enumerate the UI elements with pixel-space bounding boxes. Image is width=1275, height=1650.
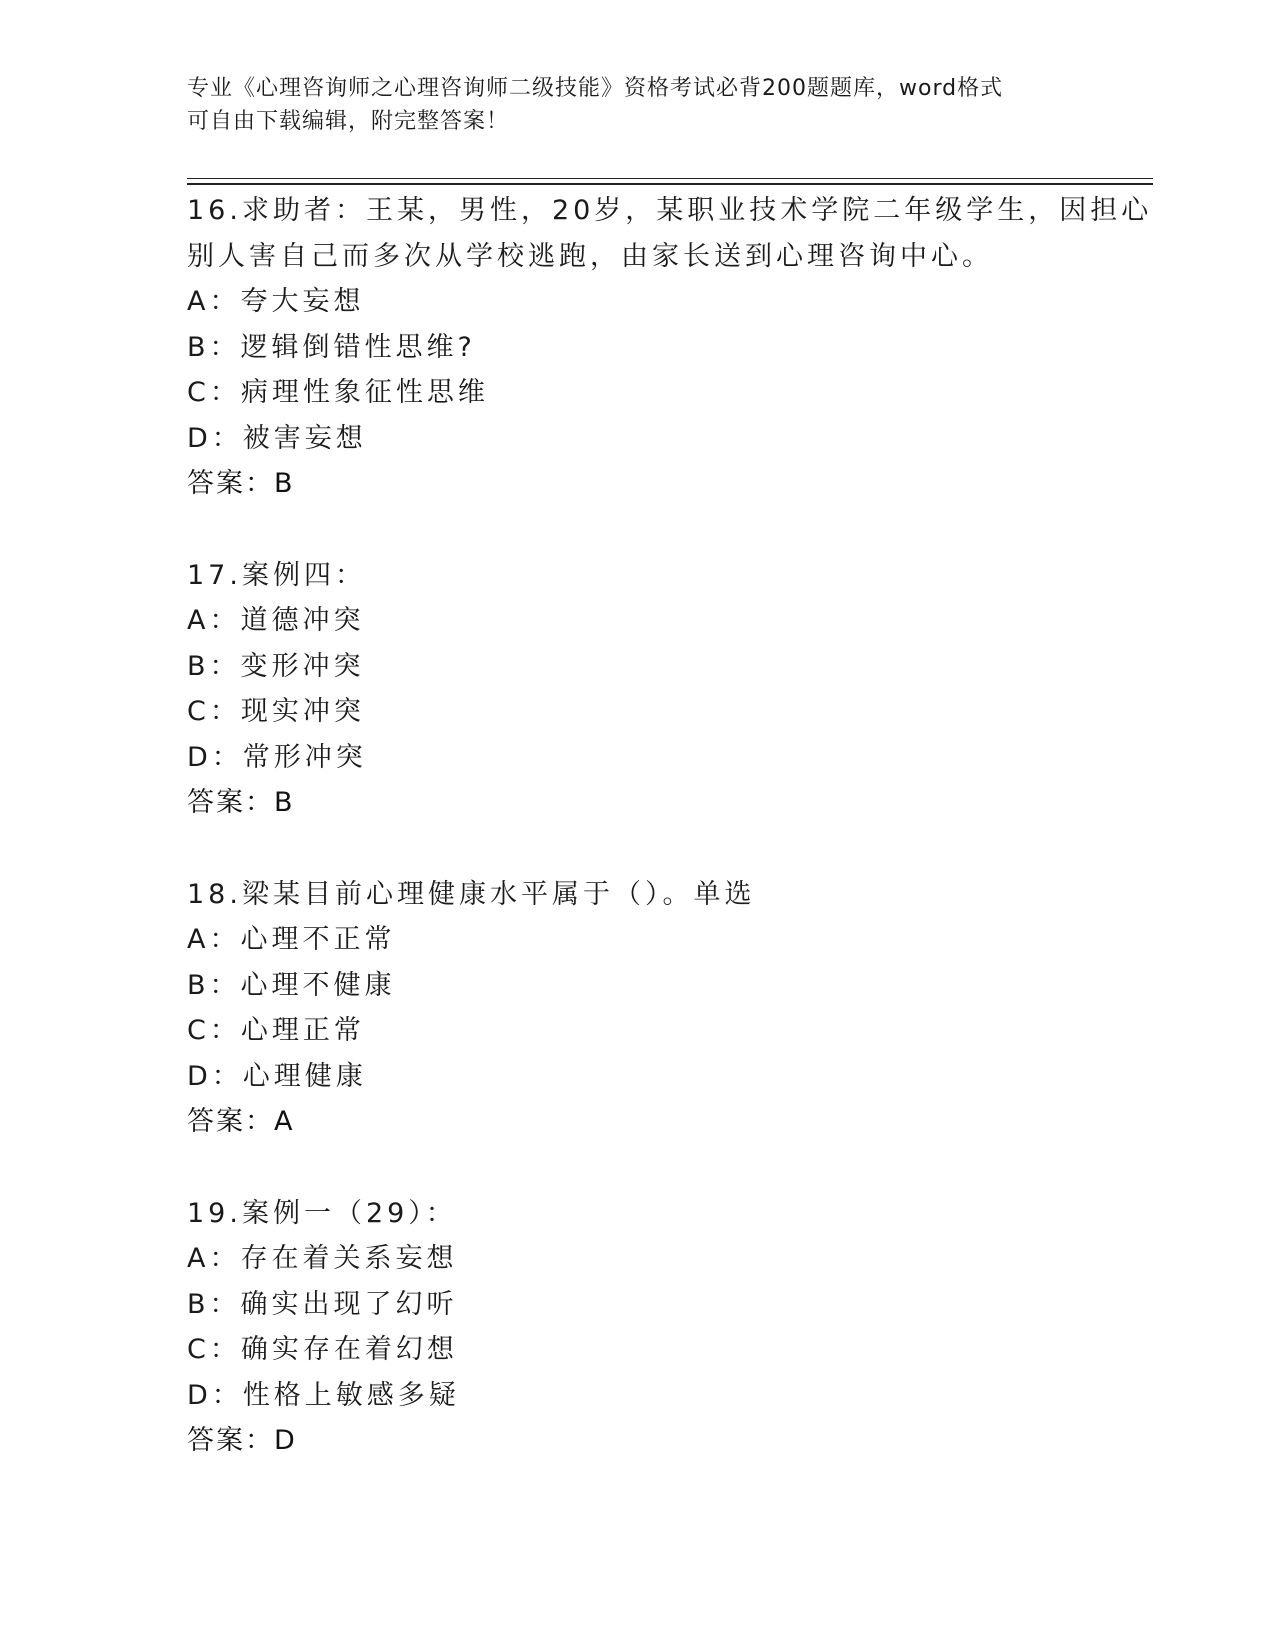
option-c: C：心理正常 (187, 1015, 365, 1046)
option-a: A：存在着关系妄想 (187, 1243, 458, 1274)
answer-line: 答案：D (187, 1425, 297, 1456)
option-c: C：病理性象征性思维 (187, 377, 489, 408)
option-d: D：心理健康 (187, 1060, 367, 1092)
option-d: D：性格上敏感多疑 (187, 1379, 460, 1411)
question-18 (187, 872, 1087, 1145)
option-c: C：现实冲突 (187, 696, 365, 727)
question-16 (187, 188, 1153, 507)
option-b: B：心理不健康 (187, 969, 396, 1001)
option-d: D：常形冲突 (187, 741, 367, 773)
answer-line: 答案：B (187, 787, 295, 818)
option-b: B：逻辑倒错性思维? (187, 331, 476, 363)
option-a: A：夸大妄想 (187, 286, 365, 317)
header-line: 可自由下载编辑，附完整答案！ (187, 109, 510, 134)
question-stem: 18.梁某目前心理健康水平属于（）。单选 (187, 878, 756, 910)
question-list (187, 188, 1153, 1510)
question-19 (187, 1191, 1087, 1464)
answer-line: 答案：A (187, 1106, 295, 1137)
header-divider-thick (187, 183, 1153, 185)
document-header (187, 72, 1087, 138)
question-17 (187, 553, 1087, 826)
question-stem: 19.案例一（29）： (187, 1197, 457, 1229)
option-d: D：被害妄想 (187, 422, 367, 454)
question-stem: 17.案例四： (187, 559, 366, 591)
answer-line: 答案：B (187, 468, 295, 499)
option-b: B：变形冲突 (187, 650, 365, 682)
option-c: C：确实存在着幻想 (187, 1334, 458, 1365)
header-line: 专业《心理咨询师之心理咨询师二级技能》资格考试必背200题题库，word格式 (187, 76, 1004, 101)
option-a: A：道德冲突 (187, 605, 365, 636)
header-divider (187, 178, 1153, 179)
question-stem: 别人害自己而多次从学校逃跑，由家长送到心理咨询中心。 (187, 240, 993, 272)
question-stem: 16.求助者：王某，男性，20岁，某职业技术学院二年级学生，因担心 (187, 195, 1153, 226)
option-a: A：心理不正常 (187, 924, 396, 955)
option-b: B：确实出现了幻听 (187, 1288, 458, 1320)
